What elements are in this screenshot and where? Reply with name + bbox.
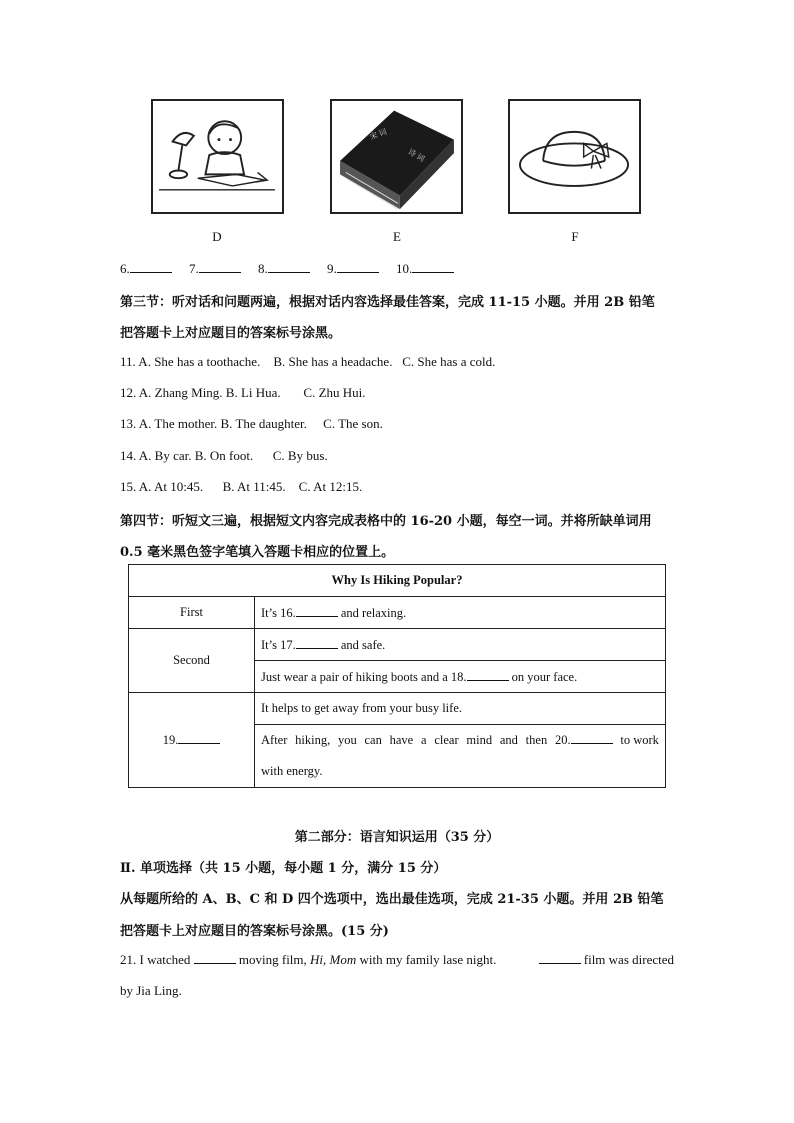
blank-19[interactable] — [178, 732, 220, 744]
question-11: 11. A. She has a toothache. B. She has a headache. C. She has a cold. — [120, 354, 496, 369]
row-second-cell-2: Just wear a pair of hiking boots and a 18. on your face. — [255, 661, 666, 693]
part2-instruction-line2: 把答题卡上对应题目的答案标号涂黑。(15 分) — [120, 924, 389, 939]
picture-e — [330, 99, 463, 214]
blank-6[interactable] — [130, 261, 172, 273]
part2-instruction-line1: 从每题所给的 A、B、C 和 D 四个选项中，选出最佳选项，完成 21-35 小题。并用 2B 铅笔 — [120, 892, 664, 907]
picture-d — [151, 99, 284, 214]
row-third-cell-2: After hiking, you can have a clear mind and then 20. to work with energy. — [255, 725, 666, 788]
picture-label-d: D — [212, 229, 222, 244]
blank-8[interactable] — [268, 261, 310, 273]
question-21: 21. I watched moving film, Hi, Mom with my family lase night. film was directed — [120, 952, 674, 967]
section3-instruction-line2: 把答题卡上对应题目的答案标号涂黑。 — [120, 326, 342, 341]
section4-instruction-line2: 0.5 毫米黑色签字笔填入答题卡相应的位置上。 — [120, 545, 395, 560]
svg-text:宋 词: 宋 词 — [368, 127, 388, 142]
row-second-cell-1: It’s 17. and safe. — [255, 629, 666, 661]
blank-21a[interactable] — [194, 952, 236, 964]
part2-title: 第二部分：语言知识运用（35 分） — [294, 830, 500, 845]
row-label-third: 19. — [129, 693, 255, 788]
blank-20[interactable] — [571, 732, 613, 744]
boy-drawing-icon — [153, 101, 282, 212]
blank-9[interactable] — [337, 261, 379, 273]
question-14: 14. A. By car. B. On foot. C. By bus. — [120, 448, 328, 463]
svg-text:诗 词: 诗 词 — [406, 147, 427, 164]
hiking-table — [128, 564, 666, 788]
question-13: 13. A. The mother. B. The daughter. C. The son. — [120, 416, 383, 431]
row-label-first: First — [129, 597, 255, 629]
blank-16[interactable] — [296, 605, 338, 617]
question-15: 15. A. At 10:45. B. At 11:45. C. At 12:15. — [120, 479, 363, 494]
row-label-second: Second — [129, 629, 255, 693]
section4-instruction-line1: 第四节：听短文三遍，根据短文内容完成表格中的 16-20 小题，每空一词。并将所缺单词用 — [120, 514, 652, 529]
blank-7[interactable] — [199, 261, 241, 273]
blank-18[interactable] — [467, 669, 509, 681]
section3-instruction-line1: 第三节：听对话和问题两遍，根据对话内容选择最佳答案，完成 11-15 小题。并用 2B 铅笔 — [120, 295, 655, 310]
question-12: 12. A. Zhang Ming. B. Li Hua. C. Zhu Hui. — [120, 385, 366, 400]
part2-subtitle: Ⅱ. 单项选择（共 15 小题，每小题 1 分，满分 15 分） — [120, 861, 447, 876]
books-icon — [332, 101, 461, 212]
blank-21b[interactable] — [539, 952, 581, 964]
blank-17[interactable] — [296, 637, 338, 649]
row-third-cell-1: It helps to get away from your busy life. — [255, 693, 666, 725]
table-title: Why Is Hiking Popular? — [129, 565, 666, 597]
row-first-cell: It’s 16. and relaxing. — [255, 597, 666, 629]
answer-blanks-6-10: 6. 7. 8. 9. 10. — [120, 261, 454, 277]
blank-10[interactable] — [412, 261, 454, 273]
hat-icon — [510, 101, 639, 212]
picture-label-f: F — [571, 229, 579, 244]
question-21-continued: by Jia Ling. — [120, 983, 182, 998]
picture-label-e: E — [393, 229, 401, 244]
picture-f — [508, 99, 641, 214]
